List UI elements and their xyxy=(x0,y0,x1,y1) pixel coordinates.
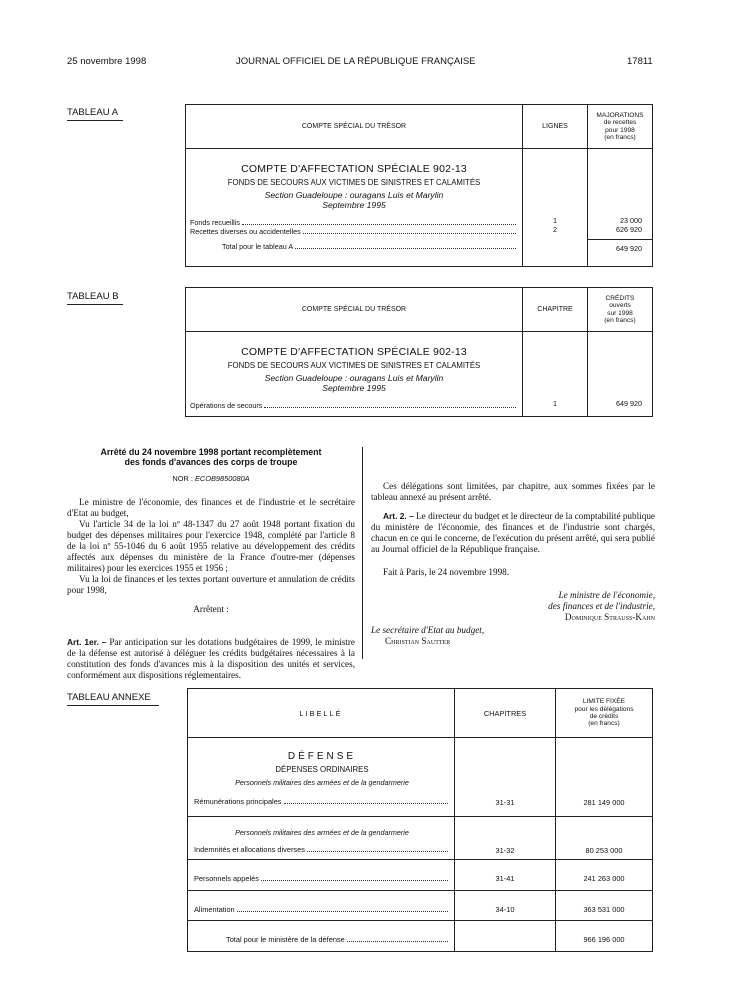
tableau-a-body xyxy=(186,149,523,267)
tableau-b xyxy=(185,287,653,417)
journal-title: JOURNAL OFFICIEL DE LA RÉPUBLIQUE FRANÇAISE xyxy=(236,56,476,67)
credits-cell: 649 920 xyxy=(588,332,653,417)
sig1-line1: Le ministre de l'économie, xyxy=(558,590,655,600)
annexe-row-4: Alimentation xyxy=(188,891,455,921)
annexe-row-2: Personnels militaires des armées et de la gendarmerie Indemnités et allocations diverses xyxy=(188,817,455,860)
row-recettes: Recettes diverses ou accidentelles xyxy=(190,227,518,236)
account-subtitle: FONDS DE SECOURS AUX VICTIMES DE SINISTRES ET CALAMITÉS xyxy=(227,361,481,370)
arrete-title-2: des fonds d'avances des corps de troupe xyxy=(124,457,298,467)
col-libelle: LIBELLÉ xyxy=(188,689,455,738)
arrete-left-column xyxy=(67,447,355,615)
annexe-row-1: DÉFENSE DÉPENSES ORDINAIRES Personnels militaires des armées et de la gendarmerie Rémunérations principales xyxy=(188,738,455,817)
row-total: Total pour le tableau A xyxy=(190,242,518,251)
tableau-b-body xyxy=(186,332,523,417)
chapitre-cell: 1 xyxy=(523,332,588,417)
arretent: Arrêtent : xyxy=(193,604,229,614)
account-subtitle: FONDS DE SECOURS AUX VICTIMES DE SINISTRES ET CALAMITÉS xyxy=(227,178,481,187)
majorations-cell: 23 000 626 920 649 920 xyxy=(588,149,653,267)
tableau-b-label: TABLEAU B xyxy=(67,291,123,305)
row-fonds: Fonds recueillis xyxy=(190,218,518,227)
column-divider xyxy=(362,447,363,659)
tableau-annexe-label: TABLEAU ANNEXE xyxy=(67,692,159,706)
col-compte: COMPTE SPÉCIAL DU TRÉSOR xyxy=(186,105,523,149)
tableau-a xyxy=(185,104,653,267)
annexe-total-value: 966 196 000 xyxy=(556,921,653,952)
article-1: Art. 1er. – Par anticipation sur les dotations budgétaires de 1999, le ministre de la défense est autorisé à déléguer les crédits budgétaires nécessaires à la constitution des fonds d'avances mis à la disposition des unités et services, conformément aux dispositions réglementaires. xyxy=(67,637,355,680)
para-ministre: Le ministre de l'économie, des finances et de l'industrie et le secrétaire d'Etat au budget, xyxy=(67,497,355,518)
personnels-heading: Personnels militaires des armées et de la gendarmerie xyxy=(235,778,409,787)
col-chapitres: CHAPITRES xyxy=(455,689,556,738)
tableau-a-label: TABLEAU A xyxy=(67,107,123,121)
row-operations: Opérations de secours xyxy=(190,401,518,410)
total-value: 649 920 xyxy=(588,239,652,253)
para-delegations: Ces délégations sont limitées, par chapitre, aux sommes fixées par le tableau annexé au présent arrêté. xyxy=(371,481,655,502)
sig1-line2: des finances et de l'industrie, xyxy=(548,601,655,611)
page-date: 25 novembre 1998 xyxy=(67,56,147,67)
account-title: COMPTE D'AFFECTATION SPÉCIALE 902-13 xyxy=(241,346,467,358)
sig2-title: Le secrétaire d'Etat au budget, xyxy=(371,625,485,635)
col-majorations: MAJORATIONS de recettes pour 1998 (en francs) xyxy=(588,105,653,149)
section-line-1: Section Guadeloupe : ouragans Luis et Marylin xyxy=(264,373,444,383)
section-line-1: Section Guadeloupe : ouragans Luis et Marylin xyxy=(264,190,444,200)
page-number: 17811 xyxy=(627,56,653,67)
fait-a-paris: Fait à Paris, le 24 novembre 1998. xyxy=(383,567,510,577)
col-chapitre: CHAPITRE xyxy=(523,288,588,332)
col-compte: COMPTE SPÉCIAL DU TRÉSOR xyxy=(186,288,523,332)
tableau-annexe: LIBELLÉ CHAPITRES LIMITE FIXÉE pour les délégations de crédits (en francs) DÉFENSE DÉPENSES ORDINAIRES Personnels militaires des armées et de la gendarmerie Rémunérations principales 31-31 281 149 000 Personnels militaires des armées et de la gendarmerie Indemnités et allocations diverses 31-32 80 253 000 Personnels appelés 31-41 241 263 000 Alimentation 34-10 363 531 000 Total pour le ministère de la défense 966 196 000 xyxy=(187,688,653,952)
lignes-cell: 1 2 xyxy=(523,149,588,267)
section-line-2: Septembre 1995 xyxy=(322,200,386,210)
annexe-total: Total pour le ministère de la défense xyxy=(188,921,455,952)
col-credits: CRÉDITS ouverts sur 1998 (en francs) xyxy=(588,288,653,332)
section-line-2: Septembre 1995 xyxy=(322,383,386,393)
annexe-row-3: Personnels appelés xyxy=(188,860,455,891)
arrete-title-1: Arrêté du 24 novembre 1998 portant recomplètement xyxy=(100,447,322,457)
col-limite: LIMITE FIXÉE pour les délégations de crédits (en francs) xyxy=(556,689,653,738)
account-title: COMPTE D'AFFECTATION SPÉCIALE 902-13 xyxy=(241,163,467,175)
para-vu-loi: Vu l'article 34 de la loi nº 48-1347 du 27 août 1948 portant fixation du budget des dépenses militaires pour l'exercice 1948, complété par l'article 8 de la loi nº 55-1046 du 6 août 1955 relative au développement des crédits affectés aux dépenses du ministère de la France d'outre-mer (dépenses militaires) pour les exercices 1955 et 1956 ; xyxy=(67,519,355,573)
depenses-heading: DÉPENSES ORDINAIRES xyxy=(275,765,369,774)
para-vu-finances: Vu la loi de finances et les textes portant ouverture et annulation de crédits pour 1998, xyxy=(67,574,355,595)
article-2: Art. 2. – Le directeur du budget et le directeur de la comptabilité publique du ministère de l'économie, des finances et de l'industrie sont chargés, chacun en ce qui le concerne, de l'exécution du présent arrêté, qui sera publié au Journal officiel de la République française. xyxy=(371,511,655,554)
col-lignes: LIGNES xyxy=(523,105,588,149)
sig2-name: Christian Sautter xyxy=(385,636,451,646)
art1-continued-space xyxy=(371,447,655,481)
sig1-name: Dominique Strauss-Kahn xyxy=(564,612,655,622)
defense-heading: DÉFENSE xyxy=(287,751,357,762)
nor-line: NOR : ECOB9850080A xyxy=(172,474,250,483)
arrete-right-column xyxy=(371,447,655,647)
